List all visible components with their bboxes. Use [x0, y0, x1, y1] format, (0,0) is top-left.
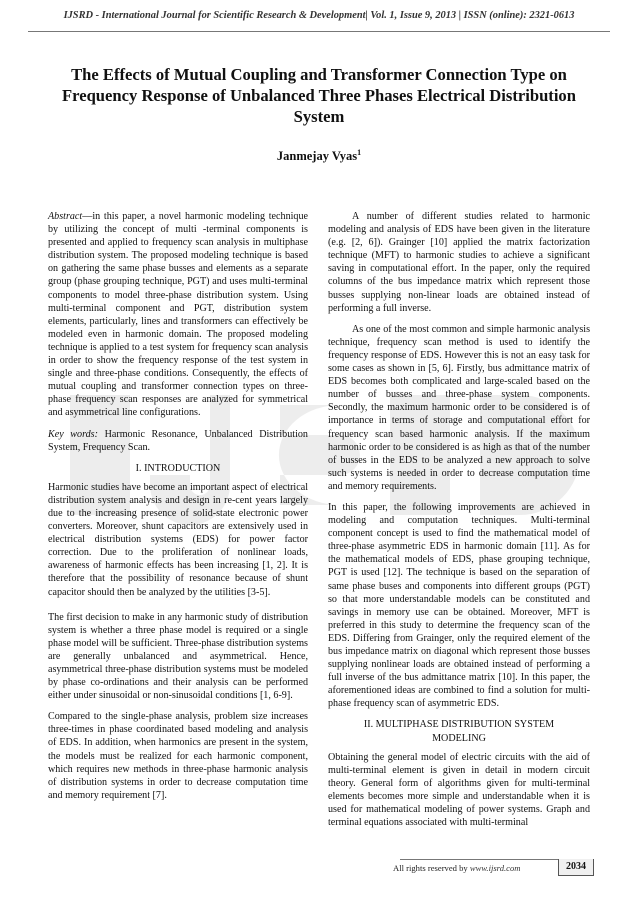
right-column: [328, 210, 590, 837]
abstract-label: Abstract: [48, 211, 83, 222]
intro-paragraph: In this paper, the following improvements are achieved in modeling and computation techniques. Multi-terminal component concept is used to find the mathematical model of three-phase asymmetric EDS in harmonic domain [11]. As for the mathematical models of EDS, phase grouping technique, PGT is used [12]. The technique is based on the separation of same phase buses and components into different groups (PGT) so that more understandable models can be constituted and savings in memory use can be obtained. Moreover, MFT is preferred in this study to determine the frequency scan of the EDS. Differing from Grainger, only the required element of the bus impedance matrix on diagonal which represent those busses supplying nonlinear loads are obtained instead of performing a full inverse of the bus admittance matrix [10]. In this paper, the aforementioned ideas are combined to find a solution for multi-phase frequency scan of asymmetric EDS.: [328, 501, 590, 710]
intro-paragraph: As one of the most common and simple harmonic analysis technique, frequency scan method is used to identify the frequency response of EDS. However this is not an easy task for some cases as shown in [5, 6]. Firstly, bus admittance matrix of EDS becomes both complicated and large-scaled based on the number of busses and three-phase system components. Secondly, the maximum harmonic order to be considered is of importance in terms of storage and computational effort for frequency scan based harmonic analysis. If the maximum harmonic order to be considered is as high as that of the number of busses in the EDS to be analyzed a new approach to solve such systems is needed in order to decrease computation time and memory requirements.: [328, 323, 590, 492]
header-divider: [28, 31, 610, 32]
keywords-label: Key words:: [48, 428, 98, 440]
author-affiliation-mark: 1: [357, 148, 362, 157]
paper-title: The Effects of Mutual Coupling and Transformer Connection Type on Frequency Response of Unbalanced Three Phases Electrical Distribution System: [62, 65, 576, 126]
keywords: [48, 428, 308, 454]
left-column: [48, 210, 308, 810]
section-heading-modeling: [328, 718, 590, 744]
intro-paragraph: Compared to the single-phase analysis, problem size increases three-times in phase coordinated based modeling and analysis of EDS. In addition, when harmonics are present in the system, the models must be realized for each harmonic component, which requires new methods in three-phase harmonic analysis of distribution systems in order to decrease computation time and memory requirement [7].: [48, 711, 308, 801]
abstract-text: —in this paper, a novel harmonic modeling technique by utilizing the concept of multi -terminal components is presented and applied to frequency scan analysis in multiphase distribution system. The proposed modeling technique is based on gathering the same phase busses and elements as a separate group (phase grouping technique, PGT) and uses multi-terminal components to model three-phase distribution system. Using multi-terminal component and PGT, distribution system elements, particularly, lines and transformers can effectively be modeled even in harmonic domain. The proposed modeling technique is applied to a test system for frequency scan analysis in order to show the frequency response of the test system in single and three-phase conditions. Consequently, the effects of mutual coupling and transformer connection types on three-phase frequency scan responses are analyzed for symmetrical and asymmetrical line configurations.: [48, 211, 308, 419]
modeling-paragraph: Obtaining the general model of electric circuits with the aid of multi-terminal element is given in detail in modern circuit theory. General form of algorithms given for multi-terminal elements becomes more simple and understandable when it is used for mathematical modeling of power systems. Graph and terminal equations associated with multi-terminal: [328, 751, 590, 829]
footer-rights: [393, 863, 520, 873]
section-heading-line: II. MULTIPHASE DISTRIBUTION SYSTEM: [363, 719, 555, 731]
intro-paragraph: Harmonic studies have become an important aspect of electrical distribution system analysis and design in re-cent years largely due to the increasing presence of solid-state electronic power converters. Moreover, shunt capacitors are extensively used in electrical distribution systems (EDS) for power factor correction. Due to the proliferation of nonlinear loads, awareness of harmonic effects has been increasing [1, 2]. It is therefore that the possibility of resonance because of shunt capacitor should then be analyzed by the utilities [3-5].: [48, 481, 308, 598]
intro-paragraph: A number of different studies related to harmonic modeling and analysis of EDS have been given in the literature (e.g. [2, 6]). Grainger [10] applied the matrix factorization technique (MFT) to harmonic studies to achieve a significant saving in computational effort. In the paper, only the required columns of the bus impedance matrix which represent those busses supplying non-linear loads are obtained instead of performing a full inverse.: [328, 211, 590, 314]
author-name: Janmejay Vyas: [276, 149, 358, 164]
keywords-text: Harmonic Resonance, Unbalanced Distribution System, Frequency Scan.: [48, 428, 308, 453]
page-number: 2034: [558, 859, 594, 876]
section-heading-introduction: I. INTRODUCTION: [135, 462, 221, 474]
section-heading-line: MODELING: [432, 732, 486, 744]
footer-site-link[interactable]: www.ijsrd.com: [469, 863, 521, 873]
author-line: [0, 148, 638, 164]
abstract: [48, 210, 308, 420]
footer-rights-text: All rights reserved by: [393, 863, 470, 873]
journal-header: IJSRD - International Journal for Scientific Research & Development| Vol. 1, Issue 9, 2013 | ISSN (online): 2321-0613: [63, 10, 575, 21]
intro-paragraph: The first decision to make in any harmonic study of distribution system is whether a three phase model is required or a single phase model will be sufficient. Three-phase distribution systems are generally unbalanced and asymmetrical. Hence, asymmetrical three-phase distribution systems must be modeled by phase co-ordinations and their analysis can be performed either under sinusoidal or non-sinusoidal conditions [1, 6-9].: [48, 611, 308, 702]
